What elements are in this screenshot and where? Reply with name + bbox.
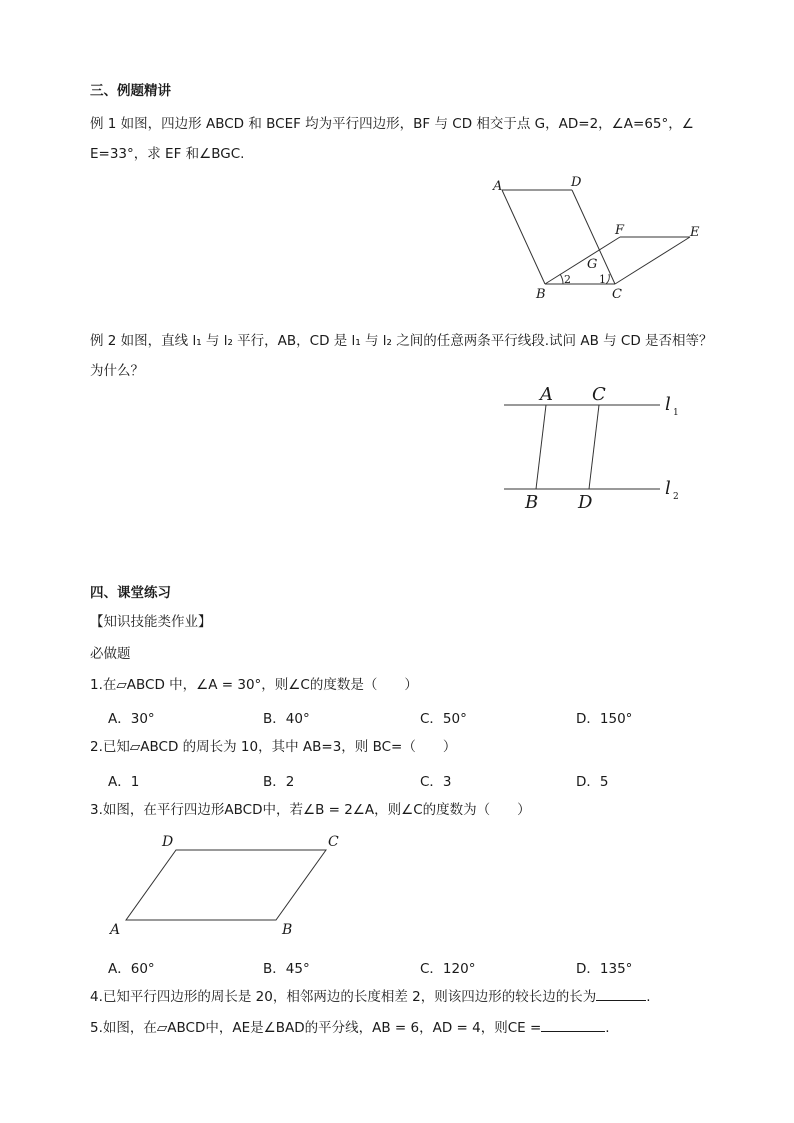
question2-stem: 2.已知▱ABCD 的周长为 10，其中 AB=3，则 BC=（ ）	[90, 739, 457, 755]
label-G: G	[587, 257, 598, 272]
question2-option-c[interactable]: C．3	[420, 774, 452, 790]
label-D: D	[571, 175, 582, 190]
label-B: B	[525, 492, 539, 513]
section-heading-examples: 三、例题精讲	[90, 83, 171, 99]
parallelogram-abcd	[126, 850, 326, 920]
label-D: D	[578, 492, 593, 513]
example1-text-line2: E=33°，求 EF 和∠BGC.	[90, 146, 245, 162]
segment-CD	[589, 405, 599, 489]
question5-stem	[90, 1019, 610, 1037]
question1-option-c[interactable]: C．50°	[420, 711, 467, 727]
example2-figure	[500, 380, 700, 515]
label-l2: l	[665, 478, 671, 499]
label-F: F	[615, 223, 625, 238]
question4-text: 4.已知平行四边形的周长是 20，相邻两边的长度相差 2，则该四边形的较长边的长为	[90, 989, 597, 1005]
question3-option-d[interactable]: D．135°	[576, 961, 633, 977]
section-heading-practice: 四、课堂练习	[90, 585, 171, 601]
example2-text-line1: 例 2 如图，直线 l₁ 与 l₂ 平行，AB，CD 是 l₁ 与 l₂ 之间的任意两条平行线段.试问 AB 与 CD 是否相等？	[90, 333, 713, 349]
question4-answer-blank[interactable]	[596, 1000, 646, 1001]
example2-text-line2: 为什么？	[90, 363, 144, 379]
question1-option-a[interactable]: A．30°	[108, 711, 155, 727]
label-A: A	[540, 384, 553, 405]
segment-AB	[502, 190, 545, 284]
question3-stem: 3.如图，在平行四边形ABCD中，若∠B = 2∠A，则∠C的度数为（ ）	[90, 802, 531, 818]
question5-answer-blank[interactable]	[541, 1031, 605, 1032]
angle-1-arc	[606, 274, 609, 284]
example1-text-line1: 例 1 如图，四边形 ABCD 和 BCEF 均为平行四边形，BF 与 CD 相交于点 G，AD=2，∠A=65°，∠	[90, 116, 694, 132]
question3-figure	[100, 828, 350, 940]
question3-option-a[interactable]: A．60°	[108, 961, 155, 977]
question5-text: 5.如图，在▱ABCD中，AE是∠BAD的平分线，AB = 6，AD = 4，则CE =	[90, 1020, 542, 1036]
question5-end: .	[605, 1020, 610, 1036]
label-A: A	[493, 179, 503, 194]
label-l2-sub: 2	[673, 492, 679, 502]
label-C: C	[328, 834, 339, 850]
question1-option-d[interactable]: D．150°	[576, 711, 633, 727]
required-label: 必做题	[90, 646, 131, 662]
segment-CE	[615, 237, 690, 284]
question4-stem	[90, 988, 651, 1006]
label-B: B	[282, 922, 293, 938]
homework-category: 【知识技能类作业】	[90, 614, 212, 630]
question1-stem: 1.在▱ABCD 中，∠A = 30°，则∠C的度数是（ ）	[90, 677, 418, 693]
label-angle2: 2	[564, 273, 571, 286]
label-C: C	[612, 287, 622, 302]
label-angle1: 1	[599, 273, 606, 286]
label-l1: l	[665, 394, 671, 415]
question3-option-b[interactable]: B．45°	[263, 961, 310, 977]
question3-option-c[interactable]: C．120°	[420, 961, 476, 977]
label-C: C	[592, 384, 606, 405]
label-l1-sub: 1	[673, 408, 679, 418]
question1-option-b[interactable]: B．40°	[263, 711, 310, 727]
label-E: E	[690, 225, 700, 240]
example1-figure	[485, 172, 710, 304]
label-B: B	[536, 287, 546, 302]
label-A: A	[110, 922, 121, 938]
question2-option-a[interactable]: A．1	[108, 774, 140, 790]
angle-2-arc	[560, 274, 563, 284]
question2-option-d[interactable]: D．5	[576, 774, 609, 790]
segment-AB	[536, 405, 546, 489]
label-D: D	[162, 834, 174, 850]
question4-end: .	[646, 989, 651, 1005]
segment-BF	[545, 237, 620, 284]
question2-option-b[interactable]: B．2	[263, 774, 295, 790]
